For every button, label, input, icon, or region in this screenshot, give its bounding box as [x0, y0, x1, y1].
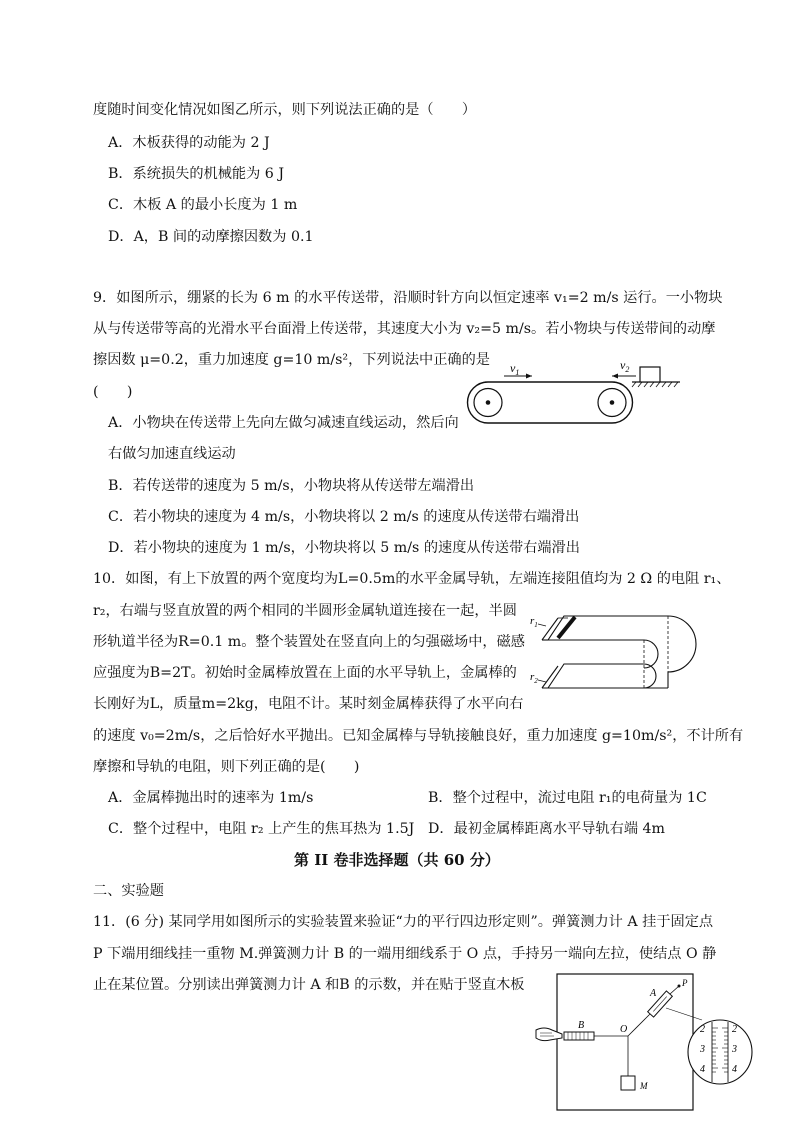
svg-text:v2: $v_2$	[620, 358, 630, 374]
weight-M	[621, 1076, 635, 1090]
q9-option-c: C．若小物块的速度为 4 m/s，小物块将以 2 m/s 的速度从传送带右端滑出	[108, 509, 580, 525]
q8-option-a: A．木板获得的动能为 2 J	[108, 135, 270, 151]
q9-answer-blank: ( )	[93, 384, 133, 400]
q11-stem-line-2: P 下端用细线挂一重物 M.弹簧测力计 B 的一端用细线系于 O 点，手持另一端向左拉，使结点 O 静	[93, 946, 717, 962]
svg-text:B: B	[578, 1020, 585, 1031]
q10-stem-line-1: 10．如图，有上下放置的两个宽度均为L=0.5m的水平金属导轨，左端连接阻值均为 2 Ω 的电阻 r₁、	[93, 571, 731, 587]
section-part-experiment: 二、实验题	[93, 883, 164, 899]
svg-text:r2: $r_2$	[530, 671, 538, 685]
svg-text:2: 2	[732, 1024, 737, 1035]
q8-option-b: B．系统损失的机械能为 6 J	[108, 166, 285, 182]
q8-stem: 度随时间变化情况如图乙所示，则下列说法正确的是（ ）	[93, 102, 477, 118]
svg-text:3: 3	[700, 1044, 705, 1055]
svg-text:r1: $r_1$	[530, 615, 538, 629]
q10-option-b: B．整个过程中，流过电阻 r₁的电荷量为 1C	[428, 790, 707, 806]
svg-text:2: 2	[700, 1024, 705, 1035]
q9-stem-line-2: 从与传送带等高的光滑水平台面滑上传送带，其速度大小为 v₂=5 m/s。若小物块与传送带间的动摩	[93, 321, 716, 337]
q10-stem-line-7: 摩擦和导轨的电阻，则下列正确的是( )	[93, 759, 360, 775]
scale-magnifier	[688, 1020, 752, 1084]
q9-option-a-cont: 右做匀加速直线运动	[108, 446, 236, 462]
q9-stem-line-3: 擦因数 μ=0.2，重力加速度 g=10 m/s²，下列说法中正确的是	[93, 352, 490, 368]
conveyor-belt-figure	[470, 355, 700, 445]
q10-option-a: A．金属棒抛出时的速率为 1m/s	[108, 790, 314, 806]
svg-text:v1: $v_1$	[510, 361, 520, 377]
q10-stem-line-6: 的速度 v₀=2m/s，之后恰好水平抛出。已知金属棒与导轨接触良好，重力加速度 g=10m/s²，不计所有	[93, 728, 744, 744]
q10-stem-line-5: 长刚好为L，质量m=2kg，电阻不计。某时刻金属棒获得了水平向右	[93, 696, 524, 712]
q8-option-d: D．A，B 间的动摩擦因数为 0.1	[108, 229, 314, 245]
force-experiment-figure	[532, 972, 754, 1114]
q11-stem-line-3: 止在某位置。分别读出弹簧测力计 A 和B 的示数，并在贴于竖直木板	[93, 977, 525, 993]
svg-text:4: 4	[700, 1064, 705, 1075]
metal-rails-figure	[528, 602, 700, 702]
svg-text:A: A	[650, 988, 657, 999]
q10-stem-line-3: 形轨道半径为R=0.1 m。整个装置处在竖直向上的匀强磁场中，磁感	[93, 634, 525, 650]
svg-text:4: 4	[732, 1064, 737, 1075]
svg-text:3: 3	[732, 1044, 737, 1055]
q9-option-b: B．若传送带的速度为 5 m/s，小物块将从传送带左端滑出	[108, 478, 475, 494]
q10-option-c: C．整个过程中，电阻 r₂ 上产生的焦耳热为 1.5J	[108, 821, 415, 837]
svg-text:M: M	[640, 1081, 648, 1091]
small-block	[640, 367, 660, 382]
section-title: 第 II 卷非选择题（共 60 分）	[294, 851, 500, 869]
q9-option-a: A．小物块在传送带上先向左做匀减速直线运动，然后向	[108, 415, 459, 431]
q10-option-d: D．最初金属棒距离水平导轨右端 4m	[428, 821, 665, 837]
hand-icon	[536, 1028, 562, 1041]
q9-stem-line-1: 9．如图所示，绷紧的长为 6 m 的水平传送带，沿顺时针方向以恒定速率 v₁=2 m/s 运行。一小物块	[93, 290, 723, 306]
svg-text:P: P	[682, 978, 688, 988]
q10-stem-line-4: 应强度为B=2T。初始时金属棒放置在上面的水平导轨上，金属棒的	[93, 665, 517, 681]
svg-text:O: O	[620, 1024, 628, 1035]
q11-stem-line-1: 11．(6 分) 某同学用如图所示的实验装置来验证“力的平行四边形定则”。弹簧测力计 A 挂于固定点	[93, 914, 714, 930]
q8-option-c: C．木板 A 的最小长度为 1 m	[108, 197, 298, 213]
q10-stem-line-2: r₂，右端与竖直放置的两个相同的半圆形金属轨道连接在一起，半圆	[93, 603, 517, 619]
q9-option-d: D．若小物块的速度为 1 m/s，小物块将以 5 m/s 的速度从传送带右端滑出	[108, 540, 580, 556]
